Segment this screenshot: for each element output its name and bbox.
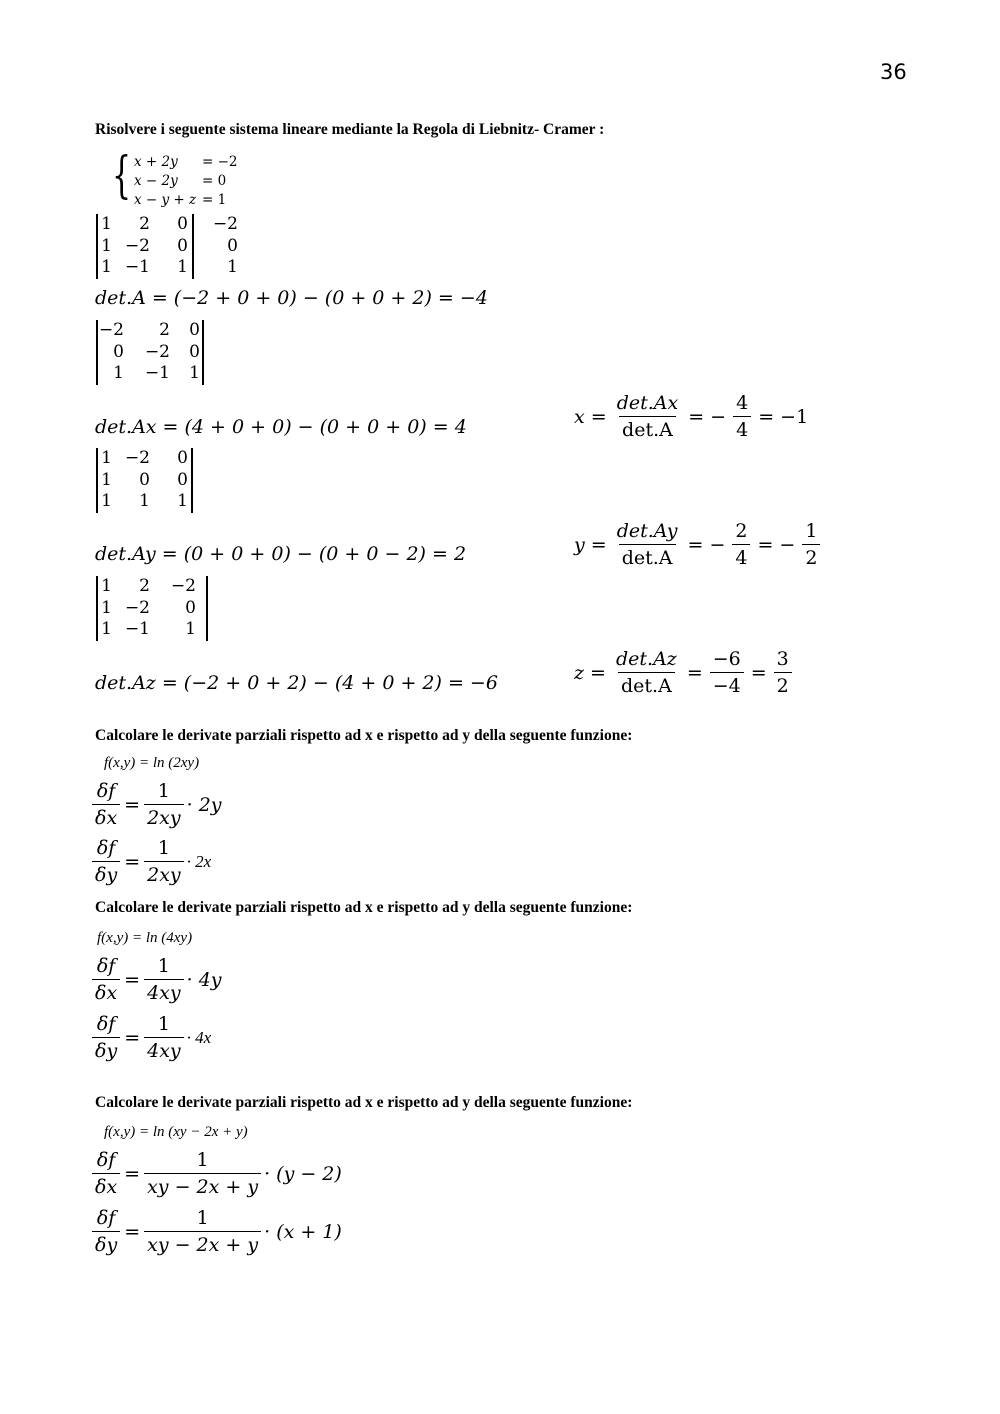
solution-x-num: det.Ax: [616, 392, 679, 414]
matrix-ax-cell: 0: [189, 320, 200, 340]
function-3-text: f(x,y) = ln (xy − 2x + y): [104, 1124, 248, 1140]
system-eq2-lhs: x − 2y: [134, 173, 178, 189]
matrix-ay-cell: 0: [139, 469, 150, 490]
solution-z-fden: −4: [710, 672, 744, 697]
dfdx-3-fnum: 1: [196, 1149, 209, 1171]
matrix-ax: [96, 320, 204, 385]
dfdy-3-den: δy: [92, 1231, 120, 1256]
dfdx-1-eq: =: [124, 793, 141, 816]
solution-y-var: y =: [574, 533, 607, 556]
dfdy-1-factor: · 2x: [186, 851, 212, 871]
solution-x-result: = −1: [758, 405, 809, 428]
dfdy-3-eq: =: [124, 1220, 141, 1243]
dfdx-3-fden: xy − 2x + y: [144, 1173, 261, 1198]
matrix-a: [96, 214, 238, 279]
dfdx-3-den: δx: [92, 1173, 120, 1198]
matrix-ax-cell: 1: [189, 363, 200, 383]
matrix-a-cell: 0: [177, 235, 188, 256]
dfdy-1-eq: =: [124, 850, 141, 873]
matrix-az-cell: −1: [124, 619, 150, 639]
matrix-ax-cell: −1: [144, 363, 170, 383]
dfdx-2-num: δf: [96, 955, 116, 977]
dfdy-1-den: δy: [92, 861, 120, 886]
dfdx-1-num: δf: [96, 780, 116, 802]
system-eq1-rhs: = −2: [202, 154, 238, 170]
solution-y-fnum: 2: [735, 520, 748, 542]
dfdy-3-fden: xy − 2x + y: [144, 1231, 261, 1256]
dfdy-1-num: δf: [96, 837, 116, 859]
solution-z-rden: 2: [774, 672, 792, 697]
derivative-1-dfdx: [92, 780, 222, 829]
derivative-3-dfdy: [92, 1207, 342, 1256]
cramer-heading: Risolvere i seguente sistema lineare mediante la Regola di Liebnitz- Cramer :: [95, 121, 605, 138]
det-ay-text: det.Ay = (0 + 0 + 0) − (0 + 0 − 2) = 2: [95, 543, 467, 565]
matrix-ay-cell: 0: [177, 448, 188, 468]
dfdy-2-factor: · 4x: [186, 1027, 212, 1047]
linear-system: [134, 153, 238, 210]
solution-z-eq2: =: [750, 661, 767, 684]
function-1-text: f(x,y) = ln (2xy): [104, 755, 200, 771]
matrix-a-cell: 1: [101, 257, 112, 277]
constant-cell: 1: [227, 257, 238, 277]
matrix-az-cell: −2: [170, 576, 196, 596]
matrix-a-cell: 0: [177, 214, 188, 234]
derivative-heading-2: Calcolare le derivate parziali rispetto ad x e rispetto ad y della seguente funzione:: [95, 899, 633, 916]
dfdy-1-fden: 2xy: [144, 861, 184, 886]
solution-z-fnum: −6: [712, 648, 741, 670]
dfdy-3-fnum: 1: [196, 1207, 209, 1229]
derivative-2-dfdx: [92, 955, 222, 1004]
det-az-equation: [95, 672, 498, 694]
solution-y: [570, 520, 823, 569]
matrix-ax-cell: 1: [113, 363, 124, 383]
system-eq1-lhs: x + 2y: [134, 154, 178, 170]
solution-y-eq1: = −: [687, 533, 726, 556]
matrix-az-cell: 0: [185, 597, 196, 618]
solution-y-rden: 2: [802, 544, 820, 569]
solution-z-rnum: 3: [776, 648, 789, 670]
derivative-heading-3: Calcolare le derivate parziali rispetto ad x e rispetto ad y della seguente funzione:: [95, 1094, 633, 1111]
matrix-a-cell: −1: [124, 257, 150, 277]
matrix-az-cell: 1: [101, 576, 112, 596]
det-az-text: det.Az = (−2 + 0 + 2) − (4 + 0 + 2) = −6: [95, 672, 498, 694]
constant-cell: 0: [227, 235, 238, 256]
det-ax-text: det.Ax = (4 + 0 + 0) − (0 + 0 + 0) = 4: [95, 416, 467, 438]
solution-x-den: det.A: [619, 416, 676, 441]
dfdy-1-fnum: 1: [157, 837, 170, 859]
solution-z-den: det.A: [618, 672, 675, 697]
dfdx-1-fden: 2xy: [144, 804, 184, 829]
solution-y-eq2: = −: [757, 533, 796, 556]
matrix-a-cell: −2: [124, 235, 150, 256]
matrix-ax-cell: 0: [189, 341, 200, 362]
solution-x-eq1: = −: [688, 405, 727, 428]
matrix-ax-cell: −2: [98, 320, 124, 340]
solution-x: [570, 392, 812, 441]
dfdx-1-factor: · 2y: [186, 793, 222, 816]
solution-y-rnum: 1: [805, 520, 818, 542]
system-brace: {: [112, 146, 132, 204]
matrix-ay-cell: −2: [124, 448, 150, 468]
function-1: [104, 755, 199, 772]
page-number: 36: [880, 60, 907, 84]
dfdx-2-fnum: 1: [157, 955, 170, 977]
matrix-az-cell: 1: [185, 619, 196, 639]
system-eq3-lhs: x − y + z: [134, 192, 197, 208]
solution-y-num: det.Ay: [616, 520, 678, 542]
det-a-text: det.A = (−2 + 0 + 0) − (0 + 0 + 2) = −4: [95, 287, 488, 309]
solution-z: [570, 648, 795, 697]
det-a-equation: [95, 287, 488, 309]
matrix-az: [96, 576, 208, 641]
solution-z-eq1: =: [686, 661, 703, 684]
matrix-ay-cell: 1: [139, 491, 150, 511]
dfdy-3-num: δf: [96, 1207, 116, 1229]
matrix-ax-cell: 0: [113, 341, 124, 362]
dfdy-2-eq: =: [124, 1026, 141, 1049]
matrix-ax-cell: 2: [159, 320, 170, 340]
derivative-heading-1: Calcolare le derivate parziali rispetto ad x e rispetto ad y della seguente funzione:: [95, 727, 633, 744]
dfdx-1-den: δx: [92, 804, 120, 829]
dfdx-3-num: δf: [96, 1149, 116, 1171]
det-ax-equation: [95, 416, 467, 438]
derivative-2-dfdy: [92, 1013, 211, 1062]
system-eq2-rhs: = 0: [202, 173, 227, 189]
matrix-az-cell: 2: [139, 576, 150, 596]
solution-z-var: z =: [574, 661, 606, 684]
matrix-az-cell: −2: [124, 597, 150, 618]
function-3: [104, 1124, 248, 1141]
dfdx-2-eq: =: [124, 968, 141, 991]
dfdx-3-eq: =: [124, 1162, 141, 1185]
matrix-ay-cell: 1: [101, 448, 112, 468]
dfdx-3-factor: · (y − 2): [264, 1162, 342, 1185]
dfdx-2-factor: · 4y: [186, 968, 222, 991]
matrix-az-cell: 1: [101, 619, 112, 639]
matrix-ay: [96, 448, 193, 513]
matrix-ay-cell: 0: [177, 469, 188, 490]
derivative-3-dfdx: [92, 1149, 342, 1198]
matrix-ax-cell: −2: [144, 341, 170, 362]
dfdx-2-fden: 4xy: [144, 979, 184, 1004]
constants-column: [194, 214, 238, 279]
matrix-az-cell: 1: [101, 597, 112, 618]
dfdy-2-num: δf: [96, 1013, 116, 1035]
matrix-ay-cell: 1: [101, 491, 112, 511]
solution-x-var: x =: [574, 405, 607, 428]
solution-x-fden: 4: [733, 416, 751, 441]
solution-y-fden: 4: [732, 544, 750, 569]
dfdy-2-fden: 4xy: [144, 1037, 184, 1062]
dfdy-2-fnum: 1: [157, 1013, 170, 1035]
matrix-a-cell: 1: [101, 214, 112, 234]
matrix-a-cell: 1: [101, 235, 112, 256]
dfdy-3-factor: · (x + 1): [264, 1220, 342, 1243]
function-2-text: f(x,y) = ln (4xy): [97, 930, 193, 946]
matrix-ay-cell: 1: [177, 491, 188, 511]
dfdx-2-den: δx: [92, 979, 120, 1004]
system-eq3-rhs: = 1: [202, 192, 227, 208]
matrix-a-cell: 2: [139, 214, 150, 234]
constant-cell: −2: [212, 214, 238, 234]
solution-y-den: det.A: [619, 544, 676, 569]
function-2: [97, 930, 192, 947]
derivative-1-dfdy: [92, 837, 211, 886]
dfdx-1-fnum: 1: [157, 780, 170, 802]
det-ay-equation: [95, 543, 466, 565]
matrix-a-cell: 1: [177, 257, 188, 277]
solution-x-fnum: 4: [736, 392, 749, 414]
dfdy-2-den: δy: [92, 1037, 120, 1062]
matrix-ay-cell: 1: [101, 469, 112, 490]
solution-z-num: det.Az: [615, 648, 677, 670]
